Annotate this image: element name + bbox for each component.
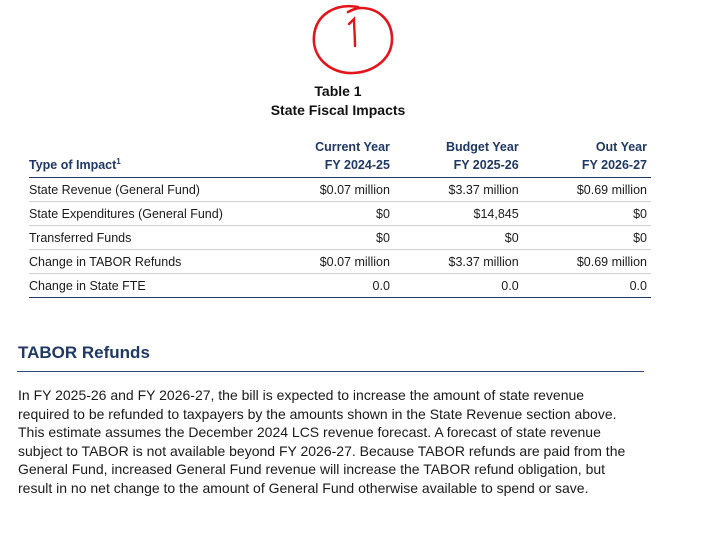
paragraph-line: In FY 2025-26 and FY 2026-27, the bill is expected to increase the amount of state revenue [18, 387, 585, 403]
header-out-year [523, 136, 651, 178]
paragraph-line: required to be refunded to taxpayers by the amounts shown in the State Revenue section above. [18, 405, 617, 422]
state-fiscal-impacts-table [29, 136, 651, 298]
cell-current-year: 0.0 [245, 274, 394, 298]
header-current-year-line1: Current Year [315, 140, 390, 154]
table-row [29, 226, 651, 250]
cell-out-year: $0.69 million [523, 250, 651, 274]
header-type-label: Type of Impact [29, 158, 117, 172]
cell-out-year: $0 [523, 202, 651, 226]
row-label: Change in TABOR Refunds [29, 250, 245, 274]
section-paragraph [18, 386, 668, 497]
cell-out-year: 0.0 [523, 274, 651, 298]
paragraph-line: result in no net change to the amount of General Fund otherwise available to spend or save. [18, 479, 589, 496]
cell-current-year: $0.07 million [245, 178, 394, 202]
paragraph-line: This estimate assumes the December 2024 LCS revenue forecast. A forecast of state revenue [18, 424, 601, 440]
section-heading-tabor-refunds: TABOR Refunds [18, 343, 150, 362]
row-label: State Expenditures (General Fund) [29, 202, 245, 226]
table-row [29, 178, 651, 202]
cell-budget-year: 0.0 [394, 274, 523, 298]
table-row [29, 274, 651, 298]
section-divider [17, 371, 644, 372]
handwritten-circled-number-annotation [306, 0, 396, 80]
table-title: State Fiscal Impacts [270, 102, 406, 118]
header-type-of-impact [29, 136, 245, 178]
cell-budget-year: $14,845 [394, 202, 523, 226]
table-row [29, 202, 651, 226]
paragraph-line: General Fund, increased General Fund revenue will increase the TABOR refund obligation, but [18, 461, 606, 477]
header-budget-year-line2: FY 2025-26 [453, 158, 519, 172]
header-budget-year-line1: Budget Year [445, 140, 519, 154]
header-out-year-line1: Out Year [595, 140, 647, 154]
cell-out-year: $0 [523, 226, 651, 250]
cell-budget-year: $0 [394, 226, 523, 250]
row-label: State Revenue (General Fund) [29, 178, 245, 202]
paragraph-line: subject to TABOR is not available beyond FY 2026-27. Because TABOR refunds are paid from the [18, 442, 626, 459]
cell-budget-year: $3.37 million [394, 178, 523, 202]
header-current-year-line2: FY 2024-25 [324, 158, 390, 172]
annotation-number-one-stroke [349, 19, 355, 46]
row-label: Change in State FTE [29, 274, 245, 298]
header-out-year-line2: FY 2026-27 [581, 158, 647, 172]
cell-current-year: $0 [245, 226, 394, 250]
cell-current-year: $0 [245, 202, 394, 226]
annotation-circle-stroke [314, 6, 392, 73]
table-row [29, 250, 651, 274]
header-current-year [245, 136, 394, 178]
cell-out-year: $0.69 million [523, 178, 651, 202]
cell-current-year: $0.07 million [245, 250, 394, 274]
row-label: Transferred Funds [29, 226, 245, 250]
header-budget-year [394, 136, 523, 178]
cell-budget-year: $3.37 million [394, 250, 523, 274]
footnote-marker: 1 [116, 156, 121, 166]
table-number: Table 1 [314, 83, 362, 99]
table-header-row [29, 136, 651, 178]
